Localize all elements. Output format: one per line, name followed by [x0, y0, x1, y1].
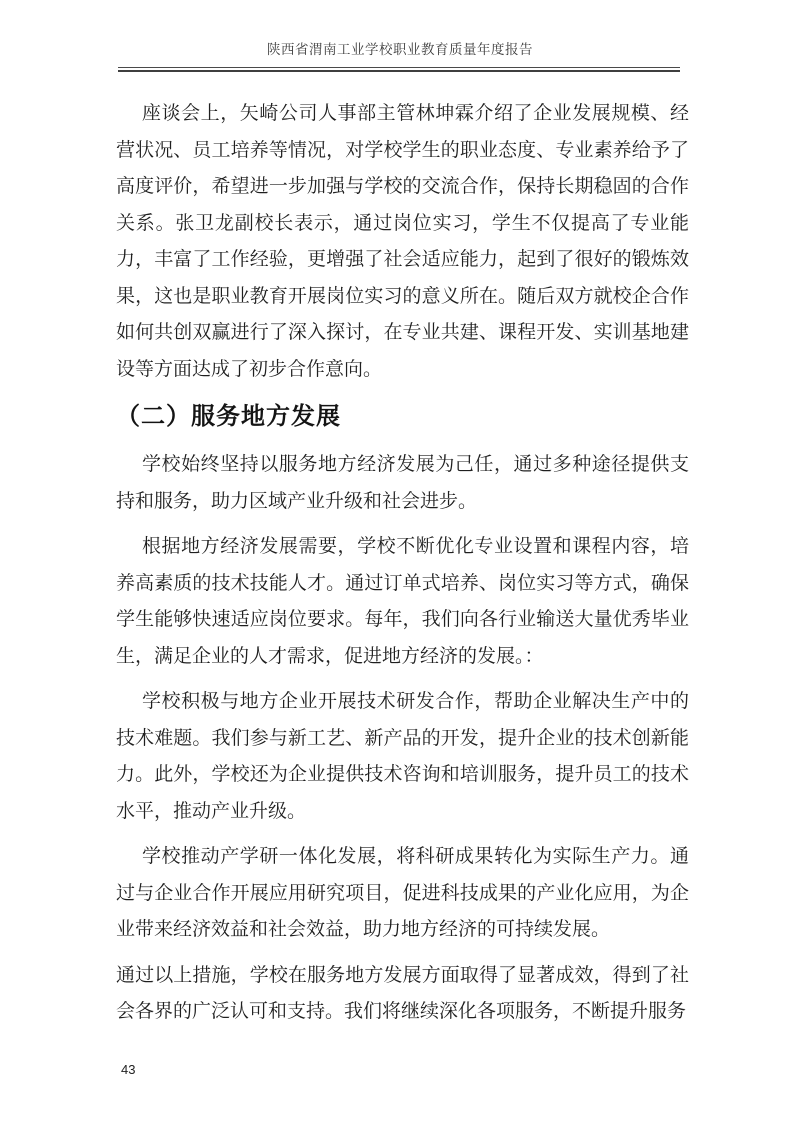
page-header	[0, 0, 800, 72]
paragraph: 学校始终坚持以服务地方经济发展为己任，通过多种途径提供支持和服务，助力区域产业升级和社会进步。	[116, 454, 689, 512]
header-title: 陕西省渭南工业学校职业教育质量年度报告	[267, 42, 533, 57]
page-number: 43	[121, 1062, 136, 1077]
paragraph: 学校积极与地方企业开展技术研发合作，帮助企业解决生产中的技术难题。我们参与新工艺、新产品的开发，提升企业的技术创新能力。此外，学校还为企业提供技术咨询和培训服务，提升员工的技术水平，推动产业升级。	[116, 691, 689, 822]
paragraph: 座谈会上，矢崎公司人事部主管林坤霖介绍了企业发展规模、经营状况、员工培养等情况，对学校学生的职业态度、专业素养给予了高度评价，希望进一步加强与学校的交流合作，保持长期稳固的合作关系。张卫龙副校长表示，通过岗位实习，学生不仅提高了专业能力，丰富了工作经验，更增强了社会适应能力，起到了很好的锻炼效果，这也是职业教育开展岗位实习的意义所在。随后双方就校企合作如何共创双赢进行了深入探讨，在专业共建、课程开发、实训基地建设等方面达成了初步合作意向。	[116, 103, 689, 380]
header-rule	[118, 67, 680, 72]
document-body	[0, 96, 800, 1031]
section-heading: （二）服务地方发展	[116, 404, 341, 430]
paragraph: 通过以上措施，学校在服务地方发展方面取得了显著成效，得到了社会各界的广泛认可和支持。我们将继续深化各项服务，不断提升服务	[116, 964, 689, 1022]
paragraph: 根据地方经济发展需要，学校不断优化专业设置和课程内容，培养高素质的技术技能人才。通过订单式培养、岗位实习等方式，确保学生能够快速适应岗位要求。每年，我们向各行业输送大量优秀毕业生，满足企业的人才需求，促进地方经济的发展。：	[116, 536, 689, 667]
paragraph: 学校推动产学研一体化发展，将科研成果转化为实际生产力。通过与企业合作开展应用研究项目，促进科技成果的产业化应用，为企业带来经济效益和社会效益，助力地方经济的可持续发展。	[116, 846, 689, 940]
